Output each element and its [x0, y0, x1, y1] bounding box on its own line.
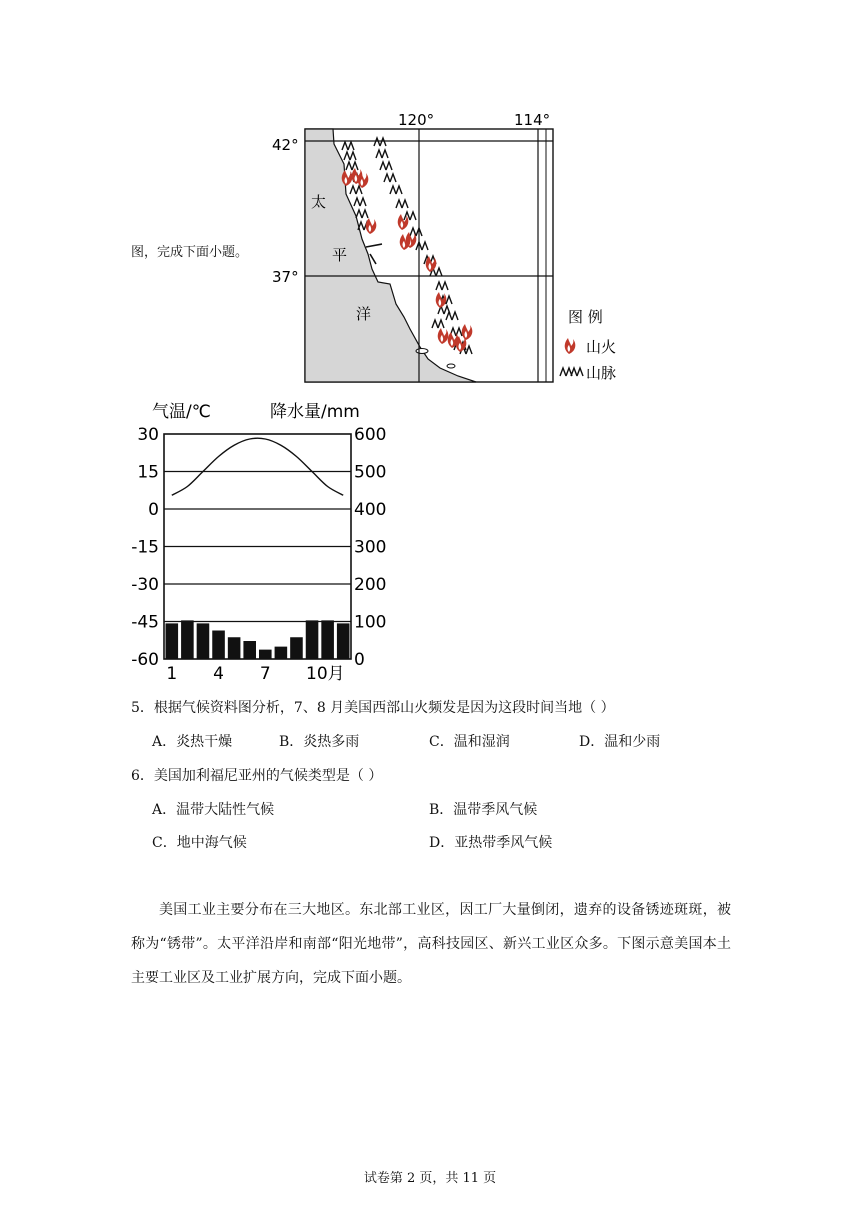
lon-label-114: 114° — [514, 111, 551, 129]
climate-chart — [128, 396, 388, 686]
precip-bar — [306, 620, 319, 659]
island — [416, 349, 428, 354]
intro-fragment: 图，完成下面小题。 — [131, 245, 249, 260]
lat-label-42: 42° — [272, 136, 299, 154]
x-tick-label: 7 — [259, 664, 271, 684]
wildfire-map — [270, 104, 630, 388]
legend-label-mountain: 山脉 — [586, 364, 617, 382]
x-tick-label: 4 — [213, 664, 224, 684]
precip-bar — [228, 637, 241, 659]
precip-bar — [321, 620, 334, 659]
precip-bar — [166, 623, 179, 659]
left-axis-title: 气温/℃ — [152, 402, 211, 422]
fire-icon — [565, 338, 576, 354]
industry-paragraph: 美国工业主要分布在三大地区。东北部工业区，因工厂大量倒闭，遗弃的设备锈迹斑斑，被称为“锈带”。太平洋沿岸和南部“阳光地带”，高科技园区、新兴工业区众多。下图示意美国本土主要工业区及工业扩展方向，完成下面小题。 — [131, 902, 731, 986]
q5-option-b[interactable]: B．炎热多雨 — [279, 734, 360, 750]
right-tick-label: 300 — [354, 537, 387, 558]
right-tick-label: 400 — [354, 500, 387, 520]
left-tick-label: -15 — [131, 537, 159, 558]
island — [447, 364, 455, 368]
right-tick-label: 500 — [354, 462, 387, 483]
precip-bar — [212, 631, 225, 660]
left-tick-label: -30 — [131, 575, 159, 595]
left-tick-label: 15 — [137, 462, 159, 483]
x-tick-label: 1 — [166, 664, 178, 684]
right-tick-label: 600 — [354, 425, 387, 445]
precip-bar — [290, 637, 303, 659]
mountain-icon — [560, 368, 583, 376]
q6-option-b[interactable]: B．温带季风气候 — [429, 802, 538, 818]
q5-option-a[interactable]: A．炎热干燥 — [152, 734, 233, 750]
precip-bar — [243, 641, 256, 659]
q6-option-a[interactable]: A．温带大陆性气候 — [152, 802, 275, 818]
q6-option-d[interactable]: D．亚热带季风气候 — [429, 835, 553, 851]
legend-label-fire: 山火 — [586, 338, 617, 356]
left-tick-label: 0 — [148, 500, 159, 520]
temperature-line — [172, 438, 343, 495]
ocean-label-char: 平 — [332, 246, 348, 264]
legend-title: 图 例 — [568, 308, 603, 326]
question-6-stem: 6．美国加利福尼亚州的气候类型是（ ） — [131, 768, 383, 784]
precip-bar — [337, 623, 350, 659]
ocean-label-char: 洋 — [356, 305, 372, 323]
q5-option-c[interactable]: C．温和湿润 — [429, 734, 510, 750]
right-axis-title: 降水量/mm — [270, 402, 360, 422]
lon-label-120: 120° — [398, 111, 435, 129]
lat-label-37: 37° — [272, 268, 299, 286]
q5-option-d[interactable]: D．温和少雨 — [579, 734, 661, 750]
precip-bar — [259, 650, 272, 659]
precip-bar — [275, 647, 288, 659]
left-tick-label: -45 — [131, 612, 159, 633]
page-footer: 试卷第 2 页，共 11 页 — [363, 1171, 497, 1186]
x-tick-label: 10月 — [306, 664, 345, 684]
precip-bar — [197, 623, 210, 659]
right-tick-label: 100 — [354, 612, 387, 633]
right-tick-label: 0 — [354, 650, 365, 670]
left-tick-label: -60 — [131, 650, 159, 670]
ocean-label-char: 太 — [311, 193, 327, 211]
right-tick-label: 200 — [354, 575, 387, 595]
precip-bar — [181, 620, 194, 659]
q6-option-c[interactable]: C．地中海气候 — [152, 835, 247, 851]
question-5-stem: 5．根据气候资料图分析，7、8 月美国西部山火频发是因为这段时间当地（ ） — [131, 700, 615, 716]
left-tick-label: 30 — [137, 425, 159, 445]
